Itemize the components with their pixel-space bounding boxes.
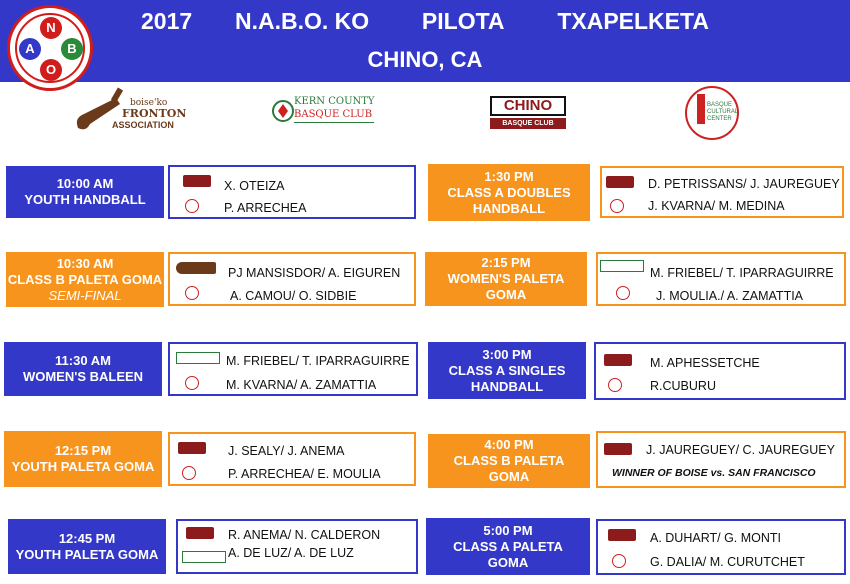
chino-basque-club-logo: CHINO BASQUE CLUB xyxy=(490,80,566,142)
player-2: P. ARRECHEA xyxy=(224,201,307,215)
player-1: M. FRIEBEL/ T. IPARRAGUIRRE xyxy=(226,354,410,368)
page-title xyxy=(0,8,850,35)
bcc-mini-logo xyxy=(612,554,626,568)
player-2: P. ARRECHEA/ E. MOULIA xyxy=(228,467,381,481)
player-2: R.CUBURU xyxy=(650,379,716,393)
player-1: M. FRIEBEL/ T. IPARRAGUIRRE xyxy=(650,266,834,280)
match-card xyxy=(594,342,846,400)
match-card xyxy=(168,165,416,219)
match-card xyxy=(596,252,846,306)
bcc-mini-logo xyxy=(182,466,196,480)
match-card xyxy=(168,432,416,486)
logo-letter-a: A xyxy=(19,38,41,60)
page-location: CHINO, CA xyxy=(367,47,483,72)
chino-mini-logo xyxy=(186,527,214,539)
boise-mini-logo xyxy=(176,262,216,274)
time-slot-label: 12:15 PM YOUTH PALETA GOMA xyxy=(4,431,162,487)
bcc-mini-logo xyxy=(185,376,199,390)
time-slot-label: 5:00 PM CLASS A PALETA GOMA xyxy=(426,518,590,575)
bcc-mini-logo xyxy=(608,378,622,392)
player-2-winner-note: WINNER OF BOISE vs. SAN FRANCISCO xyxy=(612,467,816,479)
chino-mini-logo xyxy=(604,443,632,455)
match-card xyxy=(596,519,846,575)
time-slot-label: 2:15 PM WOMEN'S PALETA GOMA xyxy=(425,252,587,306)
title-txapelketa: TXAPELKETA xyxy=(557,8,709,34)
kern-mini-logo xyxy=(600,260,644,272)
nabo-logo xyxy=(7,5,93,91)
player-1: M. APHESSETCHE xyxy=(650,356,760,370)
pala-icon xyxy=(70,84,130,140)
logo-letter-o: O xyxy=(40,59,62,81)
match-card xyxy=(176,519,418,574)
bcc-mini-logo xyxy=(616,286,630,300)
match-card xyxy=(600,166,844,218)
chino-mini-logo xyxy=(608,529,636,541)
chino-mini-logo xyxy=(606,176,634,188)
kern-mini-logo xyxy=(176,352,220,364)
chino-mini-logo xyxy=(183,175,211,187)
player-1: R. ANEMA/ N. CALDERON xyxy=(228,528,381,542)
player-2: J. MOULIA./ A. ZAMATTIA xyxy=(656,289,804,303)
title-pilota: PILOTA xyxy=(421,8,505,34)
logo-letter-n: N xyxy=(40,17,62,39)
boise-fronton-logo: boise'ko FRONTON ASSOCIATION xyxy=(70,80,180,142)
player-1: A. DUHART/ G. MONTI xyxy=(650,531,782,545)
time-slot-label: 3:00 PM CLASS A SINGLES HANDBALL xyxy=(428,342,586,399)
bcc-mini-logo xyxy=(610,199,624,213)
chino-mini-logo xyxy=(604,354,632,366)
player-2: J. KVARNA/ M. MEDINA xyxy=(648,199,785,213)
time-slot-label: 4:00 PM CLASS B PALETA GOMA xyxy=(428,434,590,488)
match-card xyxy=(168,342,418,396)
time-slot-label: 10:30 AM CLASS B PALETA GOMA SEMI-FINAL xyxy=(6,252,164,307)
time-slot-label: 10:00 AM YOUTH HANDBALL xyxy=(6,166,164,218)
player-1: PJ MANSISDOR/ A. EIGUREN xyxy=(228,266,401,280)
bcc-mini-logo xyxy=(185,286,199,300)
player-2: A. DE LUZ/ A. DE LUZ xyxy=(228,546,354,560)
player-1: X. OTEIZA xyxy=(224,179,285,193)
player-1: J. SEALY/ J. ANEMA xyxy=(228,444,345,458)
player-2: G. DALIA/ M. CURUTCHET xyxy=(650,555,805,569)
chino-mini-logo xyxy=(178,442,206,454)
player-1: J. JAUREGUEY/ C. JAUREGUEY xyxy=(646,443,835,457)
title-org: N.A.B.O. KO xyxy=(234,8,370,34)
match-card xyxy=(596,431,846,488)
match-card xyxy=(168,252,416,306)
basque-cultural-center-logo: BASQUE CULTURAL CENTER xyxy=(685,80,741,142)
kern-emblem-icon xyxy=(272,96,294,126)
time-slot-label: 11:30 AM WOMEN'S BALEEN xyxy=(4,342,162,396)
kern-mini-logo xyxy=(182,551,226,563)
time-slot-label: 12:45 PM YOUTH PALETA GOMA xyxy=(8,519,166,574)
player-1: D. PETRISSANS/ J. JAUREGUEY xyxy=(648,177,840,191)
player-2: M. KVARNA/ A. ZAMATTIA xyxy=(226,378,377,392)
time-slot-label: 1:30 PM CLASS A DOUBLES HANDBALL xyxy=(428,164,590,221)
logo-letter-b: B xyxy=(61,38,83,60)
title-year: 2017 xyxy=(141,8,193,34)
player-2: A. CAMOU/ O. SIDBIE xyxy=(230,289,357,303)
kern-county-logo: KERN COUNTY BASQUE CLUB xyxy=(272,80,378,142)
bcc-mini-logo xyxy=(185,199,199,213)
